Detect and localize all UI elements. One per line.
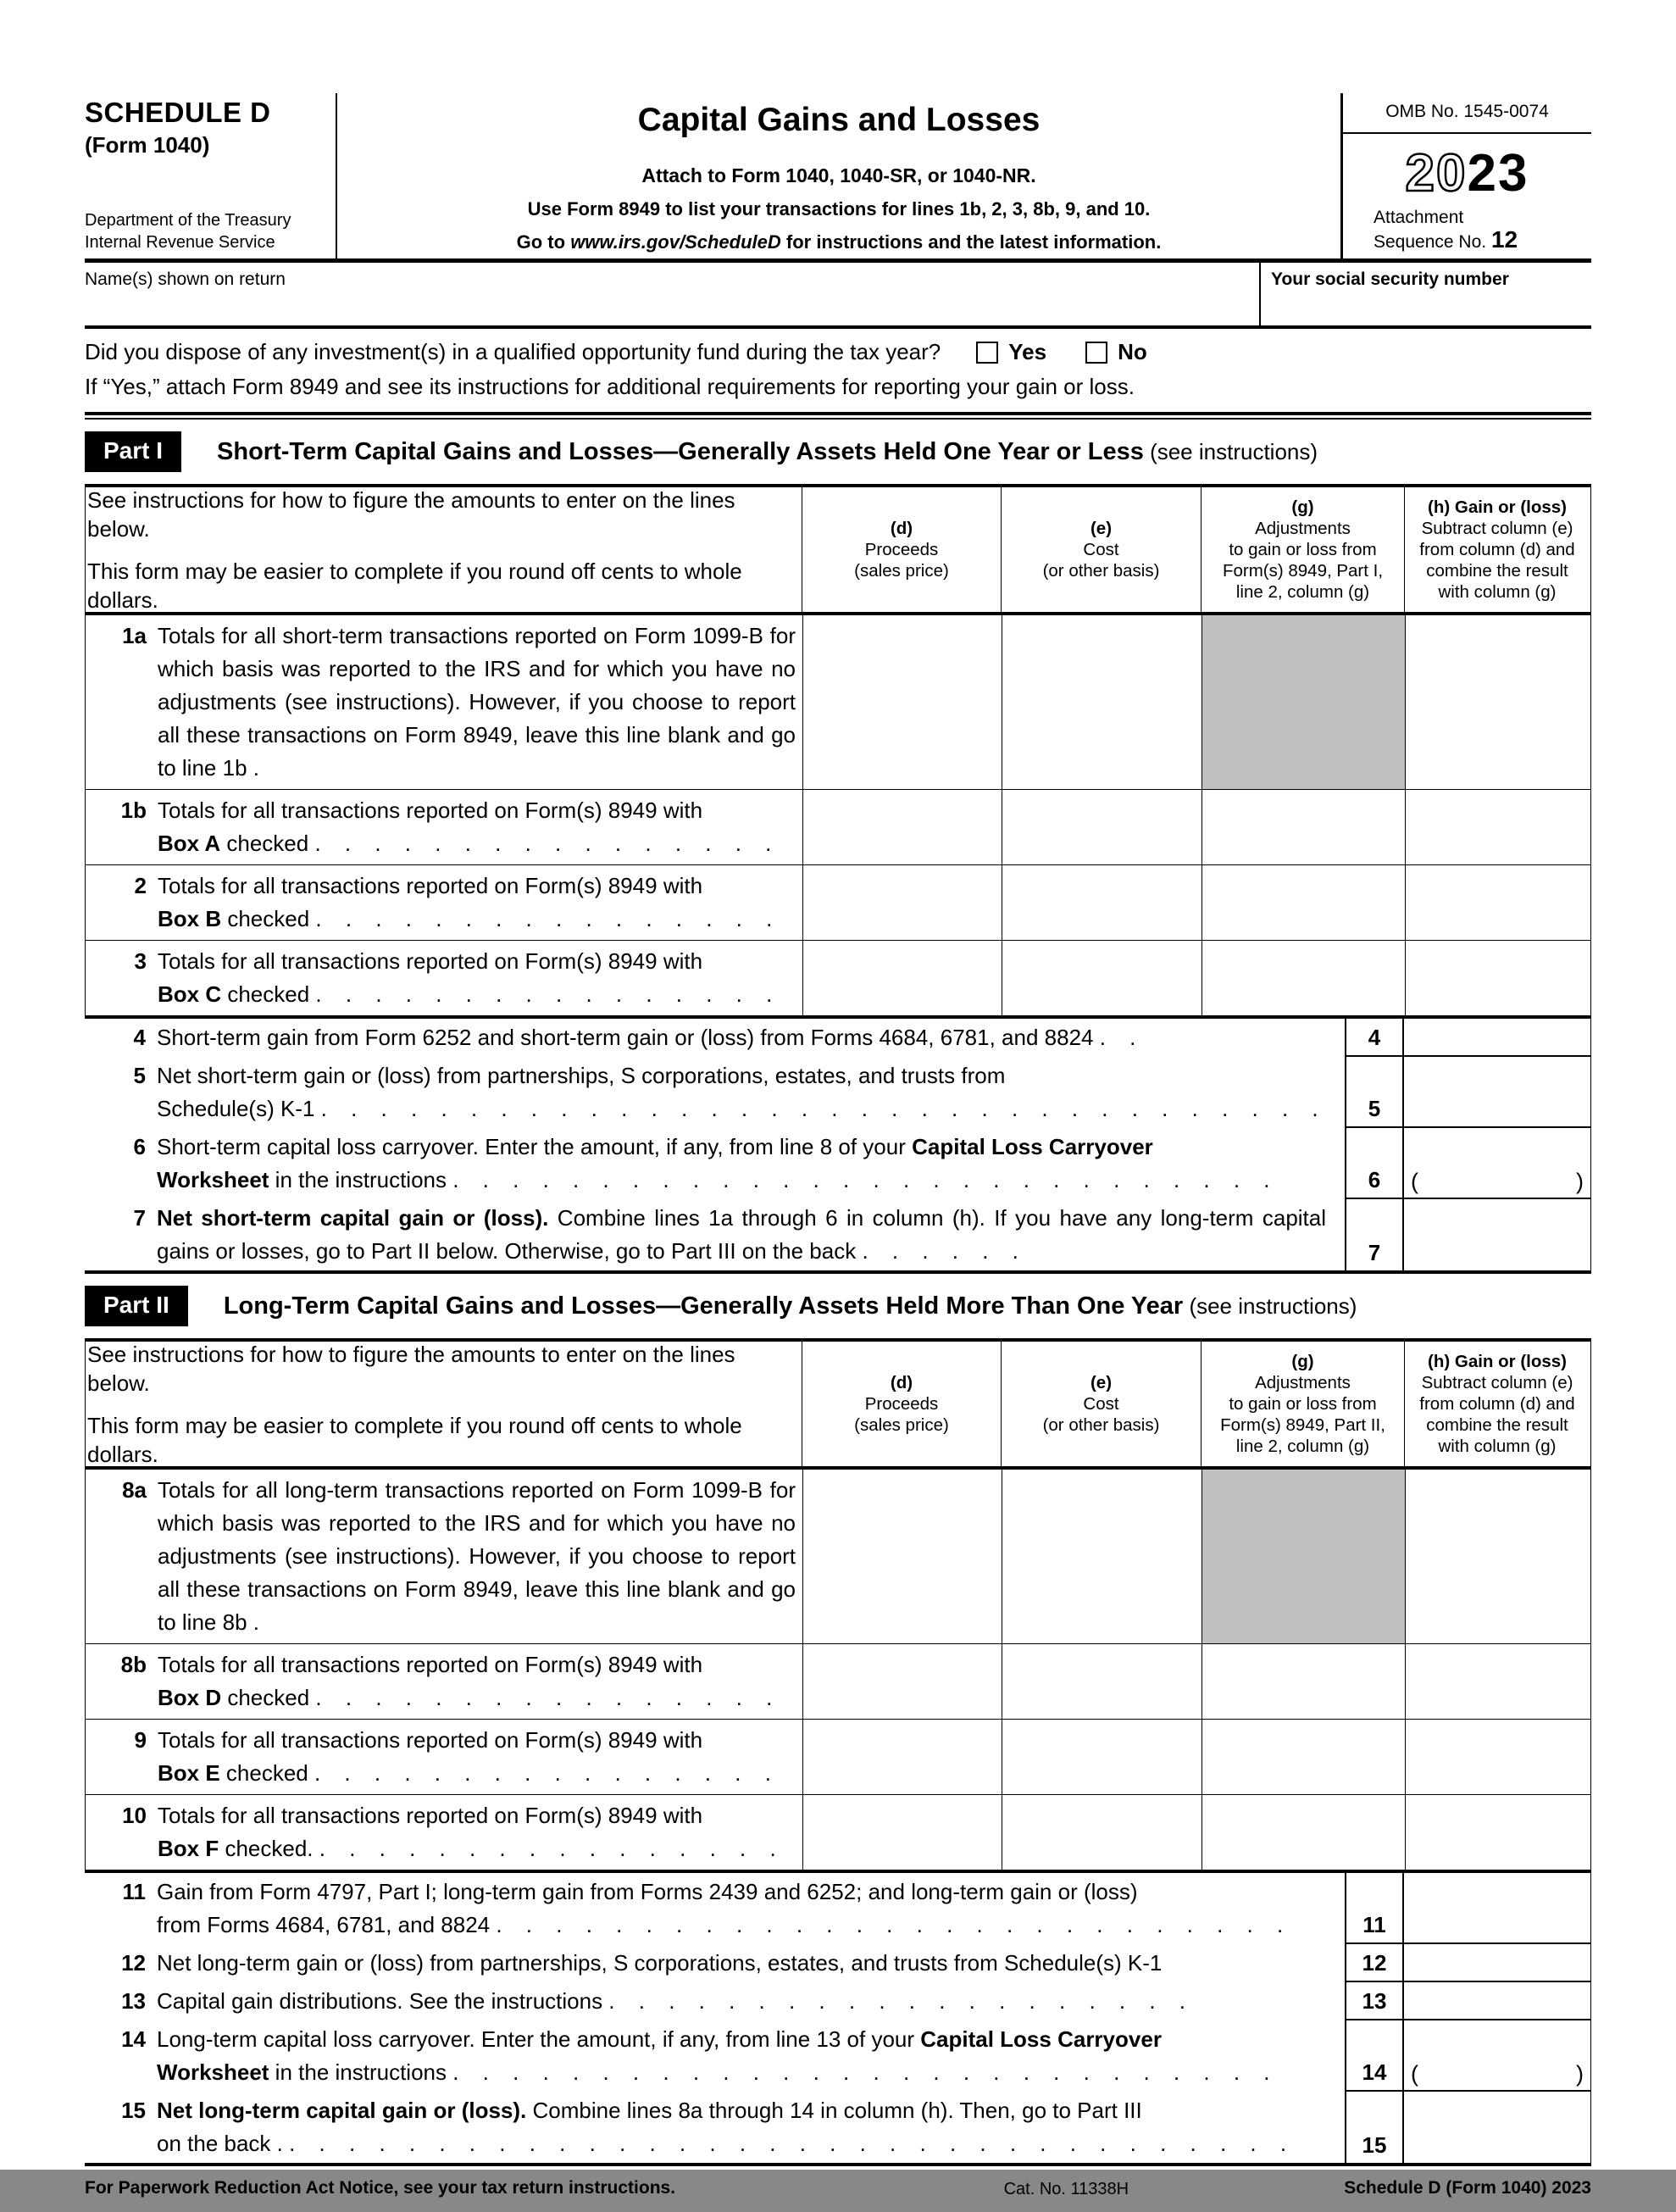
part1-title xyxy=(217,438,1318,466)
col-h-line2: from column (d) and xyxy=(1419,540,1575,559)
line-3-proceeds-field[interactable] xyxy=(802,941,1002,1015)
line-14-description: Long-term capital loss carryover. Enter the amount, if any, from line 13 of your Capital Loss Carryover Worksheet in the instructions . . . . . . . . . . . . . . . . . . . . . . . . . . . . xyxy=(157,2026,1278,2085)
paren-close: ) xyxy=(1576,2061,1584,2087)
part1-title-text: Short-Term Capital Gains and Losses—Generally Assets Held One Year or Less xyxy=(217,437,1144,465)
identity-row xyxy=(85,263,1591,329)
line-1a-proceeds-field[interactable] xyxy=(802,615,1002,789)
col-h-line1: Subtract column (e) xyxy=(1421,1373,1573,1392)
year-bold-digits: 23 xyxy=(1467,144,1529,203)
irs-url: www.irs.gov/ScheduleD xyxy=(570,231,781,253)
part2-band xyxy=(85,1274,1591,1338)
line-9-gain-field[interactable] xyxy=(1405,1720,1590,1794)
line-9-cost-field[interactable] xyxy=(1002,1720,1202,1794)
line-8b-proceeds-field[interactable] xyxy=(802,1644,1002,1719)
line-8a-gain-field[interactable] xyxy=(1405,1470,1590,1643)
col-e-line2: (or other basis) xyxy=(1042,1415,1160,1435)
line-7-amount-field[interactable] xyxy=(1404,1199,1591,1270)
line-10-cost-field[interactable] xyxy=(1002,1795,1202,1870)
line-14-number-box: 14 xyxy=(1345,2020,1404,2092)
part2-col-d-header xyxy=(802,1342,1001,1466)
line-1b-cost-field[interactable] xyxy=(1002,790,1202,864)
agency-name xyxy=(85,209,327,253)
part2-col-g-header xyxy=(1201,1342,1404,1466)
line-15-number-box: 15 xyxy=(1345,2092,1404,2163)
goto-pre: Go to xyxy=(516,231,571,253)
line-1a-gain-field[interactable] xyxy=(1405,615,1590,789)
line-number: 3 xyxy=(134,948,147,974)
yes-option xyxy=(976,339,1046,365)
col-g-line1: Adjustments xyxy=(1255,1373,1351,1392)
no-checkbox[interactable] xyxy=(1085,342,1107,364)
line-11-amount-field[interactable] xyxy=(1404,1873,1591,1944)
col-h-line4: with column (g) xyxy=(1438,582,1557,602)
agency-line2: Internal Revenue Service xyxy=(85,233,275,252)
schedule-name: SCHEDULE D xyxy=(85,97,271,128)
no-option xyxy=(1085,339,1147,365)
paperwork-notice: For Paperwork Reduction Act Notice, see your tax return instructions. xyxy=(85,2178,676,2198)
col-e-line1: Cost xyxy=(1083,540,1119,559)
col-g-line2: to gain or loss from xyxy=(1229,540,1377,559)
part1-grid xyxy=(85,615,1591,1019)
yes-label: Yes xyxy=(1008,339,1047,364)
row-11 xyxy=(85,1873,1591,1944)
col-d-letter: (d) xyxy=(890,519,913,538)
form-header-center xyxy=(337,93,1343,258)
row-4 xyxy=(85,1019,1591,1057)
agency-line1: Department of the Treasury xyxy=(85,211,291,230)
use-form-8949-instruction: Use Form 8949 to list your transactions for lines 1b, 2, 3, 8b, 9, and 10. xyxy=(527,198,1151,220)
col-e-line1: Cost xyxy=(1083,1394,1119,1414)
row-9 xyxy=(86,1720,1590,1795)
line-1b-description: Totals for all transactions reported on Form(s) 8949 with Box A checked . . . . . . . . . . . . . . . . xyxy=(158,798,780,856)
part1-instr2: This form may be easier to complete if you round off cents to whole dollars. xyxy=(87,558,742,613)
line-3-adjustments-field[interactable] xyxy=(1202,941,1405,1015)
footer-form-id: Schedule D (Form 1040) 2023 xyxy=(1344,2178,1591,2198)
line-4-number-box: 4 xyxy=(1345,1019,1404,1057)
line-12-amount-field[interactable] xyxy=(1404,1944,1591,1982)
line-10-proceeds-field[interactable] xyxy=(802,1795,1002,1870)
line-8a-cost-field[interactable] xyxy=(1002,1470,1202,1643)
line-number: 14 xyxy=(121,2026,146,2052)
part1-col-h-header xyxy=(1404,487,1590,612)
line-5-number-box: 5 xyxy=(1345,1057,1404,1128)
line-9-adjustments-field[interactable] xyxy=(1202,1720,1405,1794)
part2-title xyxy=(224,1292,1357,1320)
line-8a-proceeds-field[interactable] xyxy=(802,1470,1002,1643)
line-13-description: Capital gain distributions. See the instructions . . . . . . . . . . . . . . . . . . . . xyxy=(157,1988,1194,2014)
row-2 xyxy=(86,865,1590,941)
col-h-line4: with column (g) xyxy=(1438,1437,1557,1456)
line-8b-adjustments-field[interactable] xyxy=(1202,1644,1405,1719)
line-6-amount-field[interactable] xyxy=(1404,1128,1591,1199)
line-10-description: Totals for all transactions reported on Form(s) 8949 with Box F checked. . . . . . . . . . . . . . . . . xyxy=(158,1803,784,1861)
col-h-line2: from column (d) and xyxy=(1419,1394,1575,1414)
line-number: 10 xyxy=(122,1803,147,1828)
line-number: 8a xyxy=(122,1477,147,1503)
col-g-letter: (g) xyxy=(1291,1352,1314,1371)
name-label: Name(s) shown on return xyxy=(85,270,286,289)
col-d-line1: Proceeds xyxy=(864,1394,939,1414)
part2-instr2: This form may be easier to complete if you round off cents to whole dollars. xyxy=(87,1412,742,1467)
line-number: 1b xyxy=(120,798,147,823)
line-11-description: Gain from Form 4797, Part I; long-term gain from Forms 2439 and 6252; and long-term gain or (loss) from Forms 4684, 6781, and 8824 . . . . . . . . . . . . . . . . . . . . . . . . . . . xyxy=(157,1879,1291,1937)
line-number: 9 xyxy=(134,1727,147,1753)
sequence-number: 12 xyxy=(1490,226,1518,253)
line-1b-proceeds-field[interactable] xyxy=(802,790,1002,864)
line-number: 6 xyxy=(133,1134,146,1159)
line-3-cost-field[interactable] xyxy=(1002,941,1202,1015)
question-text: Did you dispose of any investment(s) in a qualified opportunity fund during the tax year? xyxy=(85,339,941,364)
catalog-number: Cat. No. 11338H xyxy=(1003,2180,1129,2198)
part2-column-headers xyxy=(85,1338,1591,1470)
line-8a-adjustments-shaded xyxy=(1202,1470,1405,1643)
col-g-line2: to gain or loss from xyxy=(1229,1394,1377,1414)
paren-open: ( xyxy=(1411,1169,1418,1194)
col-g-line4: line 2, column (g) xyxy=(1235,1437,1370,1456)
line-2-description: Totals for all transactions reported on Form(s) 8949 with Box B checked . . . . . . . . . . . . . . . . xyxy=(158,873,780,931)
line-4-amount-field[interactable] xyxy=(1404,1019,1591,1057)
paren-open: ( xyxy=(1411,2061,1418,2087)
form-number: (Form 1040) xyxy=(85,132,210,158)
part1-band xyxy=(85,420,1591,484)
ssn-label: Your social security number xyxy=(1271,270,1509,289)
part2-title-text: Long-Term Capital Gains and Losses—Generally Assets Held More Than One Year xyxy=(223,1292,1184,1320)
col-h-line3: combine the result xyxy=(1426,561,1568,581)
question-note: If “Yes,” attach Form 8949 and see its instructions for additional requirements for reporting your gain or loss. xyxy=(85,374,1135,399)
col-g-line4: line 2, column (g) xyxy=(1235,582,1370,602)
line-1b-gain-field[interactable] xyxy=(1405,790,1590,864)
line-9-proceeds-field[interactable] xyxy=(802,1720,1002,1794)
line-2-adjustments-field[interactable] xyxy=(1202,865,1405,940)
line-10-adjustments-field[interactable] xyxy=(1202,1795,1405,1870)
col-h-letter: (h) Gain or (loss) xyxy=(1428,1352,1567,1371)
col-g-line3: Form(s) 8949, Part I, xyxy=(1222,561,1384,581)
col-e-line2: (or other basis) xyxy=(1042,561,1160,581)
line-number: 13 xyxy=(121,1988,146,2014)
part1-line-rows xyxy=(85,1019,1591,1274)
line-6-description: Short-term capital loss carryover. Enter the amount, if any, from line 8 of your Capital Loss Carryover Worksheet in the instructions . . . . . . . . . . . . . . . . . . . . . . . . . . . . xyxy=(157,1134,1278,1192)
row-3 xyxy=(86,941,1590,1015)
row-14 xyxy=(85,2020,1591,2092)
line-number: 4 xyxy=(133,1025,146,1050)
line-1b-adjustments-field[interactable] xyxy=(1202,790,1405,864)
no-label: No xyxy=(1118,339,1147,364)
line-15-description: Net long-term capital gain or (loss). Combine lines 8a through 14 in column (h). Then, go to Part III on the back . . . . . . . . . . . . . . . . . . . . . . . . . . . . . . . . . . . xyxy=(157,2098,1295,2156)
line-1a-adjustments-shaded xyxy=(1202,615,1405,789)
form-header-right xyxy=(1343,93,1591,258)
row-12 xyxy=(85,1944,1591,1982)
line-5-description: Net short-term gain or (loss) from partnerships, S corporations, estates, and trusts from Schedule(s) K-1 . . . . . . . . . . . . . . . . . . . . . . . . . . . . . . . . . . xyxy=(157,1063,1326,1121)
line-13-number-box: 13 xyxy=(1345,1982,1404,2020)
line-4-description: Short-term gain from Form 6252 and short-term gain or (loss) from Forms 4684, 6781, and 8824 . . xyxy=(157,1025,1144,1050)
col-e-letter: (e) xyxy=(1090,1373,1113,1392)
goto-instruction xyxy=(358,231,1320,253)
attachment-sequence xyxy=(1343,207,1591,258)
line-number: 5 xyxy=(133,1063,146,1088)
part2-label: Part II xyxy=(85,1286,188,1326)
line-5-amount-field[interactable] xyxy=(1404,1057,1591,1128)
col-h-line1: Subtract column (e) xyxy=(1421,519,1573,538)
part1-label: Part I xyxy=(85,431,181,472)
col-d-line1: Proceeds xyxy=(864,540,939,559)
line-10-gain-field[interactable] xyxy=(1405,1795,1590,1870)
line-3-gain-field[interactable] xyxy=(1405,941,1590,1015)
col-e-letter: (e) xyxy=(1090,519,1113,538)
part2-instructions-cell xyxy=(86,1342,802,1466)
col-d-letter: (d) xyxy=(890,1373,913,1392)
line-11-number-box: 11 xyxy=(1345,1873,1404,1944)
col-g-letter: (g) xyxy=(1291,497,1314,517)
col-h-line3: combine the result xyxy=(1426,1415,1568,1435)
line-8b-cost-field[interactable] xyxy=(1002,1644,1202,1719)
row-10 xyxy=(86,1795,1590,1870)
line-12-number-box: 12 xyxy=(1345,1944,1404,1982)
col-g-line3: Form(s) 8949, Part II, xyxy=(1220,1415,1385,1435)
line-number: 15 xyxy=(121,2098,146,2123)
line-number: 2 xyxy=(134,873,147,898)
opportunity-fund-question xyxy=(85,329,1591,412)
goto-post: for instructions and the latest information. xyxy=(780,231,1162,253)
part2-col-e-header xyxy=(1001,1342,1201,1466)
omb-number: OMB No. 1545-0074 xyxy=(1343,93,1591,134)
form-header-left xyxy=(85,93,337,258)
row-6 xyxy=(85,1128,1591,1199)
row-5 xyxy=(85,1057,1591,1128)
col-d-line2: (sales price) xyxy=(854,561,949,581)
line-8b-description: Totals for all transactions reported on Form(s) 8949 with Box D checked . . . . . . . . . . . . . . . . xyxy=(158,1652,780,1710)
paren-close: ) xyxy=(1576,1169,1584,1194)
line-7-description: Net short-term capital gain or (loss). Combine lines 1a through 6 in column (h). If you have any long-term capital gains or losses, go to Part II below. Otherwise, go to Part III on the back . . . . . . xyxy=(157,1205,1327,1264)
part2-instr1: See instructions for how to figure the amounts to enter on the lines below. xyxy=(87,1341,735,1396)
part2-see-instructions: (see instructions) xyxy=(1183,1292,1357,1319)
form-footer xyxy=(85,2178,1591,2212)
year-outline-digits: 20 xyxy=(1405,144,1468,203)
col-g-line1: Adjustments xyxy=(1255,519,1351,538)
row-15 xyxy=(85,2092,1591,2163)
line-6-number-box: 6 xyxy=(1345,1128,1404,1199)
line-9-description: Totals for all transactions reported on Form(s) 8949 with Box E checked . . . . . . . . . . . . . . . . xyxy=(158,1727,779,1786)
line-13-amount-field[interactable] xyxy=(1404,1982,1591,2020)
line-1a-description: Totals for all short-term transactions reported on Form 1099-B for which basis was reported to the IRS and for which you have no adjustments (see instructions). However, if you choose to report all these transactions on Form 8949, leave this line blank and go to line 1b . xyxy=(158,623,796,781)
part1-instructions-cell xyxy=(86,487,802,612)
line-1a-cost-field[interactable] xyxy=(1002,615,1202,789)
line-2-proceeds-field[interactable] xyxy=(802,865,1002,940)
line-3-description: Totals for all transactions reported on Form(s) 8949 with Box C checked . . . . . . . . . . . . . . . . xyxy=(158,948,780,1007)
part1-col-e-header xyxy=(1001,487,1201,612)
yes-checkbox[interactable] xyxy=(976,342,998,364)
line-number: 1a xyxy=(122,623,147,648)
part2-grid xyxy=(85,1470,1591,1873)
part2-col-h-header xyxy=(1404,1342,1590,1466)
line-7-number-box: 7 xyxy=(1345,1199,1404,1270)
tax-year xyxy=(1343,144,1591,203)
form-title: Capital Gains and Losses xyxy=(637,102,1041,138)
row-13 xyxy=(85,1982,1591,2020)
part1-see-instructions: (see instructions) xyxy=(1143,438,1318,464)
line-number: 8b xyxy=(120,1652,147,1677)
line-2-gain-field[interactable] xyxy=(1405,865,1590,940)
part1-instr1: See instructions for how to figure the amounts to enter on the lines below. xyxy=(87,486,735,542)
line-number: 11 xyxy=(122,1879,146,1904)
ssn-field[interactable] xyxy=(1259,263,1591,325)
col-d-line2: (sales price) xyxy=(854,1415,949,1435)
line-2-cost-field[interactable] xyxy=(1002,865,1202,940)
col-h-letter: (h) Gain or (loss) xyxy=(1428,497,1567,517)
attach-instruction: Attach to Form 1040, 1040-SR, or 1040-NR. xyxy=(641,164,1036,186)
row-7 xyxy=(85,1199,1591,1270)
name-field[interactable] xyxy=(85,263,1259,325)
line-15-amount-field[interactable] xyxy=(1404,2092,1591,2163)
line-number: 7 xyxy=(133,1205,146,1231)
part1-col-d-header xyxy=(802,487,1001,612)
line-12-description: Net long-term gain or (loss) from partnerships, S corporations, estates, and trusts from Schedule(s) K-1 xyxy=(157,1950,1163,1976)
row-8b xyxy=(86,1644,1590,1720)
line-8b-gain-field[interactable] xyxy=(1405,1644,1590,1719)
part2-line-rows xyxy=(85,1873,1591,2166)
line-number: 12 xyxy=(121,1950,146,1976)
row-1a xyxy=(86,615,1590,790)
section-divider xyxy=(85,412,1591,420)
line-14-amount-field[interactable] xyxy=(1404,2020,1591,2092)
row-8a xyxy=(86,1470,1590,1644)
form-header xyxy=(85,93,1591,263)
row-1b xyxy=(86,790,1590,865)
question-line1 xyxy=(85,339,1591,365)
attachment-label: Attachment xyxy=(1374,208,1464,227)
part1-column-headers xyxy=(85,484,1591,615)
line-8a-description: Totals for all long-term transactions reported on Form 1099-B for which basis was reported to the IRS and for which you have no adjustments (see instructions). However, if you choose to report all these transactions on Form 8949, leave this line blank and go to line 8b . xyxy=(158,1477,796,1635)
part1-col-g-header xyxy=(1201,487,1404,612)
sequence-label: Sequence No. xyxy=(1374,232,1491,252)
